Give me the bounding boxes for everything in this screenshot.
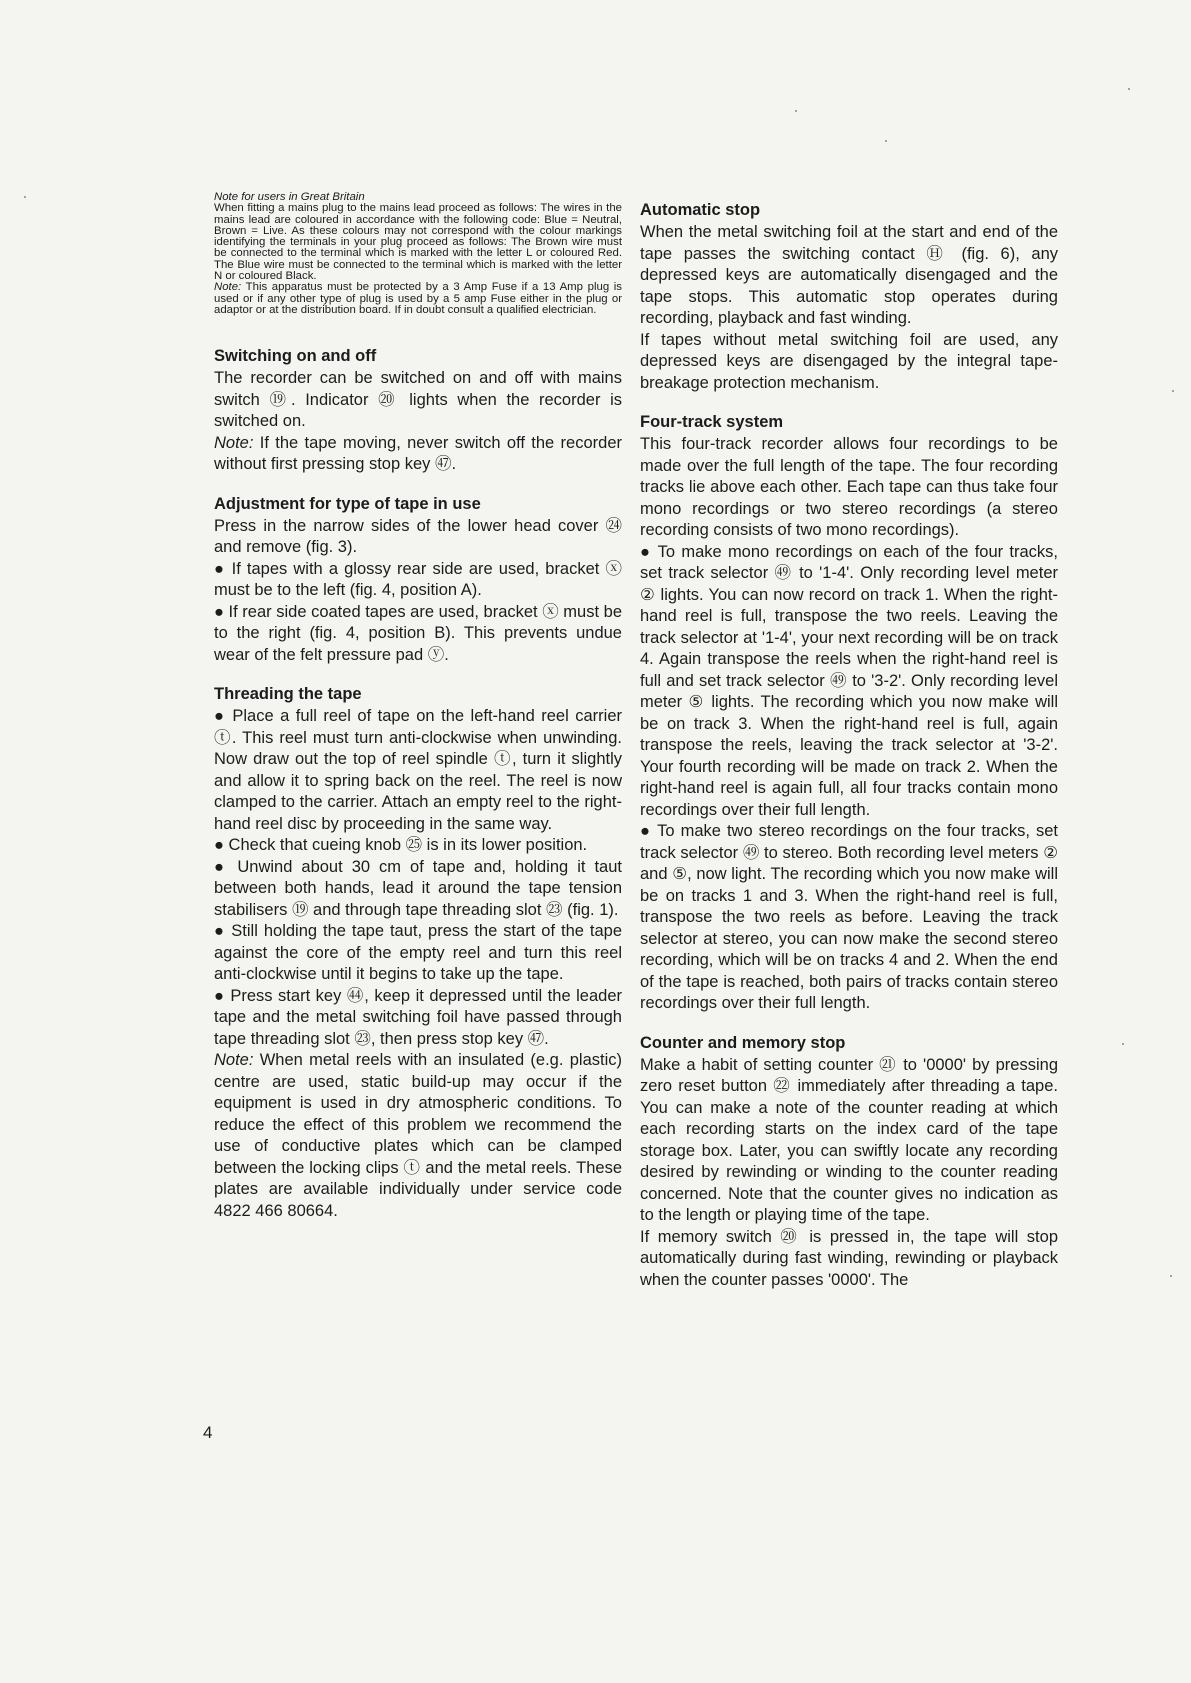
paragraph [214, 433, 622, 476]
section-switching [214, 346, 622, 476]
left-column [214, 192, 622, 1240]
section-heading: Automatic stop [640, 201, 761, 219]
section-heading: Four-track system [640, 413, 784, 431]
paragraph: The recorder can be switched on and off with mains switch ⑲. Indicator ⑳ lights when the recorder is switched on. [214, 369, 622, 431]
note-text: If the tape moving, never switch off the recorder without first pressing stop key ㊼. [214, 433, 622, 474]
section-heading: Adjustment for type of tape in use [214, 494, 481, 513]
bullet-paragraph: ● To make two stereo recordings on the four tracks, set track selector ㊾ to stereo. Both recording level meters ② and ⑤, now light. The recording which you now make will be on tracks 1 and 3. When the right-hand reel is full, transpose the two reels as before. Leaving the track selector at stereo, you can now make the second stereo recording, which will be on tracks 4 and 2. When the end of the tape is reached, both pairs of tracks contain stereo recordings over their full length. [640, 822, 1058, 1012]
note-text: This apparatus must be protected by a 3 Amp Fuse if a 13 Amp plug is used or if any other type of plug is used by a 5 amp Fuse either in the plug or adaptor or at the distribution board. If in doubt consult a qualified electrician. [214, 281, 622, 316]
section-tape-type [214, 494, 622, 667]
bullet-paragraph: ● If rear side coated tapes are used, bracket ⓧ must be to the right (fig. 4, position B). This prevents undue wear of the felt pressure pad ⓨ. [214, 602, 623, 664]
scan-speck [795, 110, 797, 112]
uk-mains-note [214, 192, 622, 316]
bullet-paragraph: ● Place a full reel of tape on the left-hand reel carrier ⓣ. This reel must turn anti-clockwise when unwinding. Now draw out the top of reel spindle ⓣ, turn it slightly and allow it to spring back on the reel. The reel is now clamped to the carrier. Attach an empty reel to the right-hand reel disc by proceeding in the same way. [214, 707, 622, 833]
note-text: When metal reels with an insulated (e.g. plastic) centre are used, static build-up may occur if the equipment is used in dry atmospheric conditions. To reduce the effect of this problem we recommend the use of conductive plates which can be clamped between the locking clips ⓣ and the metal reels. These plates are available individually under service code 4822 466 80664. [214, 1051, 622, 1220]
scan-speck [1172, 390, 1174, 392]
paragraph: If memory switch ⑳ is pressed in, the tape will stop automatically during fast winding, rewinding or playback when the counter passes '0000'. The [640, 1227, 1058, 1289]
paragraph [214, 1050, 622, 1222]
section-heading: Threading the tape [214, 685, 362, 704]
section-threading [214, 684, 622, 1222]
scan-speck [1170, 1275, 1172, 1277]
bullet-paragraph: ● Check that cueing knob ㉕ is in its lower position. [214, 836, 588, 855]
section-counter [640, 1033, 1058, 1292]
section-heading: Switching on and off [214, 347, 377, 366]
bullet-paragraph: ● Press start key ㊹, keep it depressed until the leader tape and the metal switching foil have passed through tape threading slot ㉓, then press stop key ㊼. [214, 986, 622, 1048]
paragraph: Make a habit of setting counter ㉑ to '0000' by pressing zero reset button ㉒ immediately after threading a tape. You can make a note of the counter reading at which each recording starts on the index card of the tape storage box. Later, you can swiftly locate any recording desired by rewinding or winding to the counter reading concerned. Note that the counter gives no indication as to the length or playing time of the tape. [640, 1055, 1058, 1224]
bullet-paragraph: ● Still holding the tape taut, press the start of the tape against the core of the empty reel and turn this reel anti-clockwise until it begins to take up the tape. [214, 922, 622, 984]
bullet-paragraph: ● If tapes with a glossy rear side are used, bracket ⓧ must be to the left (fig. 4, position A). [214, 559, 622, 600]
paragraph: This four-track recorder allows four recordings to be made over the full length of the tape. The four recording tracks lie above each other. Each tape can thus take four mono recordings or two stereo recordings (a stereo recording consists of two mono recordings). [640, 435, 1058, 539]
note-paragraph: When fitting a mains plug to the mains lead proceed as follows: The wires in the mains lead are coloured in accordance with the following code: Blue = Neutral, Brown = Live. As these colours may not correspond with the colour markings identifying the terminals in your plug proceed as follows: The Brown wire must be connected to the terminal which is marked with the letter L or coloured Red. The Blue wire must be connected to the terminal which is marked with the letter N or coloured Black. [214, 202, 622, 283]
bullet-paragraph: ● Unwind about 30 cm of tape and, holding it taut between both hands, lead it around the tape tension stabilisers ⑲ and through tape threading slot ㉓ (fig. 1). [214, 857, 622, 919]
page-number: 4 [203, 1423, 213, 1442]
section-four-track [640, 412, 1058, 1015]
note-label: Note: [214, 281, 242, 294]
paragraph: If tapes without metal switching foil are used, any depressed keys are disengaged by the integral tape-breakage protection mechanism. [640, 330, 1058, 392]
note-title: Note for users in Great Britain [214, 191, 365, 203]
section-heading: Counter and memory stop [640, 1033, 846, 1052]
section-automatic-stop [640, 200, 1058, 394]
scan-speck [885, 140, 887, 142]
scan-speck [1128, 88, 1130, 90]
paragraph: Press in the narrow sides of the lower head cover ㉔ and remove (fig. 3). [214, 516, 622, 557]
right-column [640, 200, 1058, 1309]
paragraph: When the metal switching foil at the start and end of the tape passes the switching contact Ⓗ (fig. 6), any depressed keys are automatically disengaged and the tape stops. This automatic stop operates during recording, playback and fast winding. [640, 223, 1058, 327]
note-label: Note: [214, 1051, 254, 1070]
scan-speck [24, 196, 26, 198]
scan-speck [1122, 1043, 1124, 1045]
bullet-paragraph: ● To make mono recordings on each of the four tracks, set track selector ㊾ to '1-4'. Only recording level meter ② lights. You can now record on track 1. When the right-hand reel is full, transpose the two reels. Leaving the track selector at '1-4', your next recording will be on track 4. Again transpose the reels when the right-hand reel is full and set track selector ㊾ to '3-2'. Only recording level meter ⑤ lights. The recording which you now make will be on track 3. When the right-hand reel is full, again transpose the reels, leaving the track selector at '3-2'. Your fourth recording will be made on track 2. When the right-hand reel is again full, all four tracks contain mono recordings over their full length. [640, 542, 1058, 819]
note-paragraph [214, 282, 622, 316]
note-label: Note: [214, 433, 254, 452]
